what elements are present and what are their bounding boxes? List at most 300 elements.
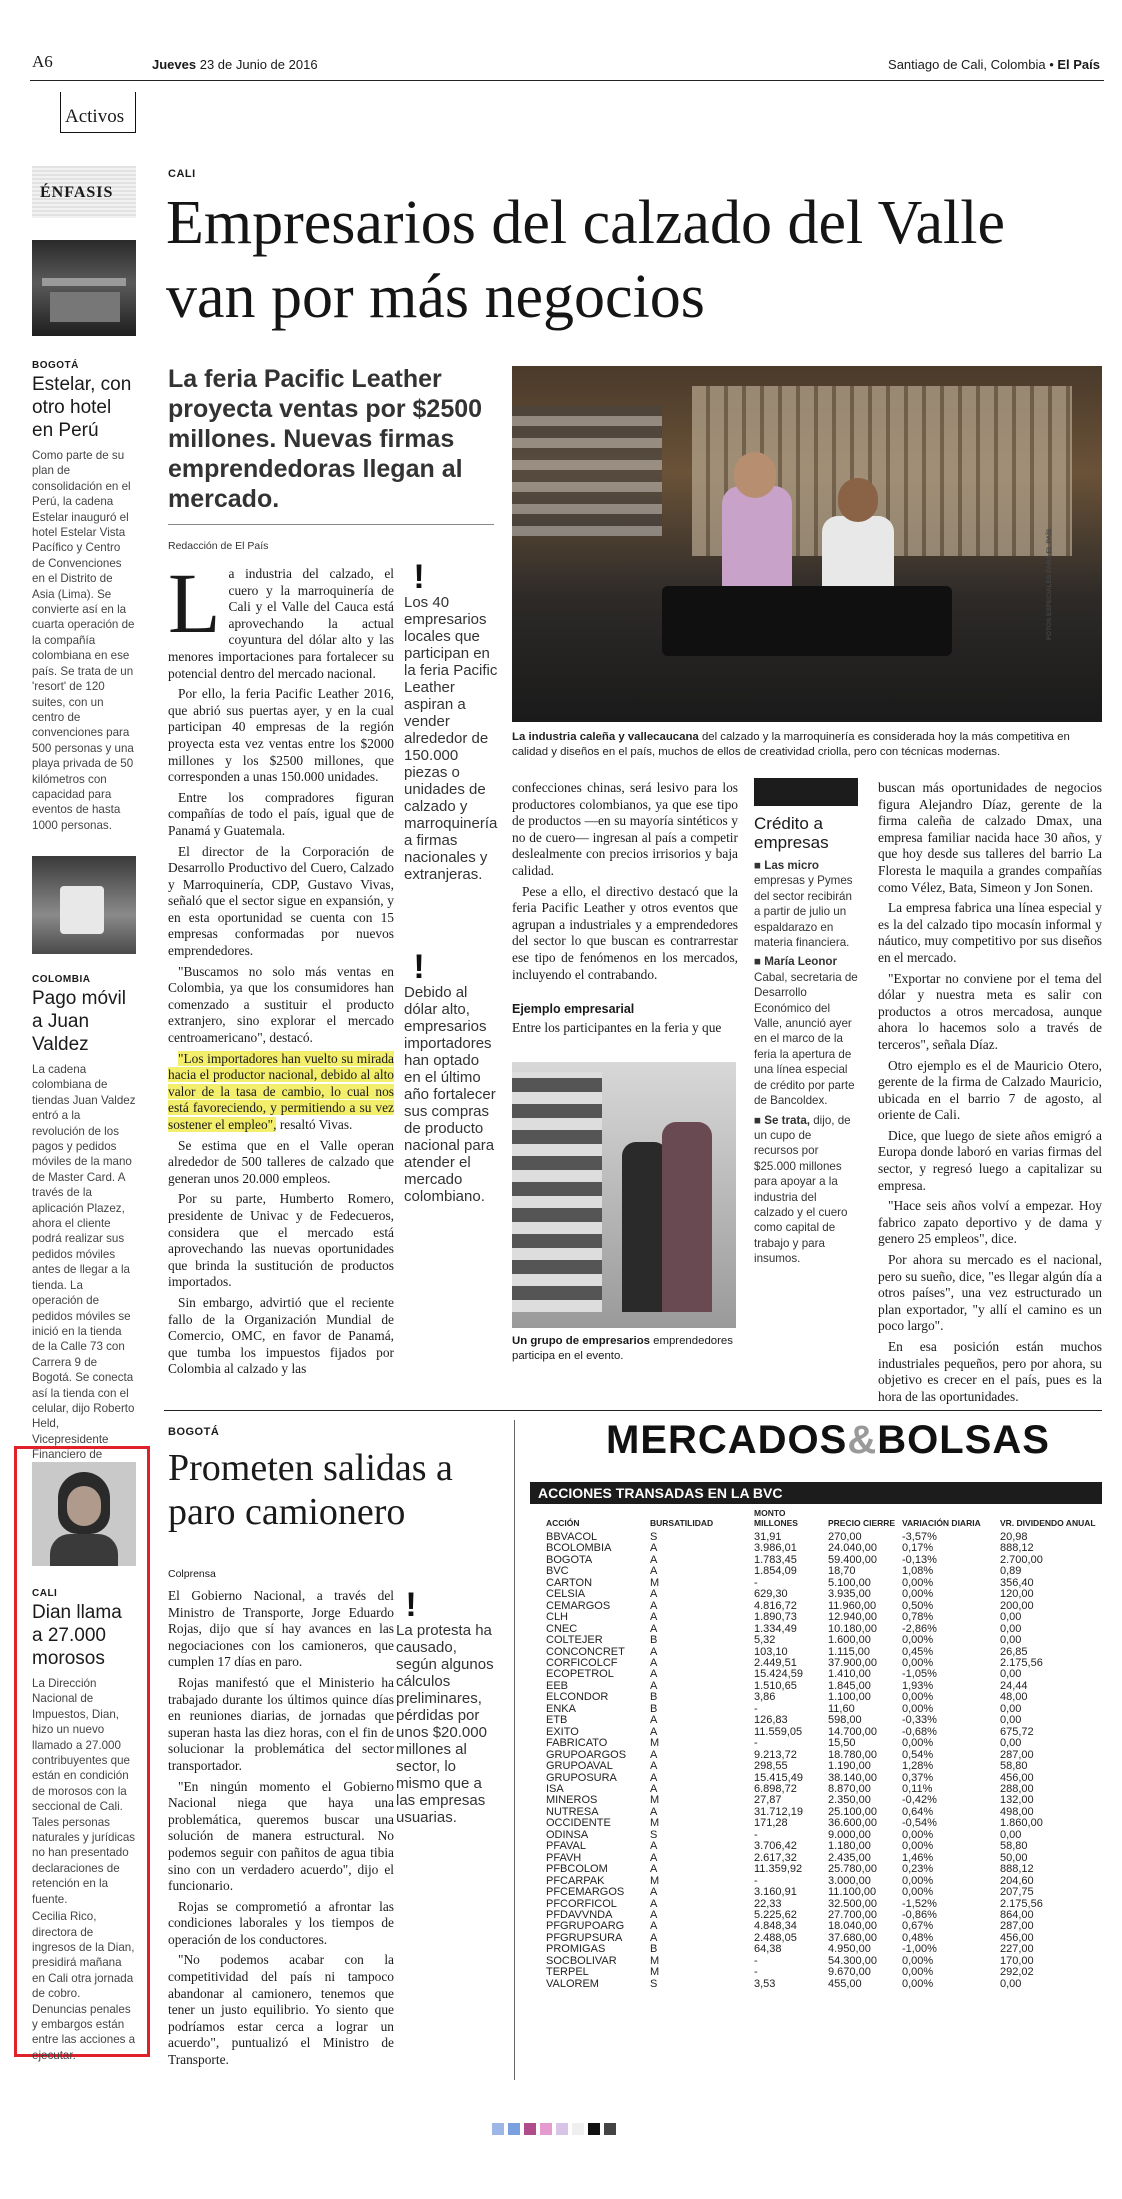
main-photo-caption-bold: La industria caleña y vallecaucana (512, 731, 699, 743)
table-cell: 4.848,34 (754, 1920, 797, 1933)
table-cell: A (650, 1897, 658, 1910)
table-cell: 1.115,00 (828, 1645, 871, 1658)
table-cell: 227,00 (1000, 1943, 1034, 1956)
table-row (546, 1887, 1102, 1898)
table-cell: 0,00% (902, 1840, 934, 1853)
table-cell: 888,12 (1000, 1542, 1034, 1555)
table-cell: 170,00 (1000, 1954, 1034, 1967)
table-cell: -1,05% (902, 1668, 937, 1681)
table-cell: 288,00 (1000, 1782, 1034, 1795)
table-cell: 126,83 (754, 1714, 788, 1727)
color-swatch (604, 2123, 616, 2135)
ejemplo-title: Ejemplo empresarial (512, 1002, 635, 1016)
table-cell: 18.780,00 (828, 1748, 877, 1761)
story-divider (164, 1410, 1102, 1411)
markets-header-accion: ACCIÓN (546, 1518, 580, 1528)
table-cell: PFBCOLOM (546, 1863, 608, 1876)
credito-item-2-bold: María Leonor (764, 955, 838, 969)
table-cell: 36.600,00 (828, 1817, 877, 1830)
table-cell: EEB (546, 1679, 569, 1692)
exclamation-icon: ! (405, 1586, 417, 1624)
table-cell: 0,37% (902, 1771, 934, 1784)
table-cell: A (650, 1840, 658, 1853)
section-tab (60, 92, 136, 133)
table-cell: 456,00 (1000, 1771, 1034, 1784)
table-cell: 0,00% (902, 1702, 934, 1715)
table-cell: 0,45% (902, 1645, 934, 1658)
sidebar-story2-title: Pago móvil a Juan Valdez (32, 988, 126, 1055)
table-cell: BCOLOMBIA (546, 1542, 612, 1555)
table-cell: A (650, 1931, 658, 1944)
table-cell: 58,80 (1000, 1760, 1028, 1773)
table-cell: 22,33 (754, 1897, 782, 1910)
table-cell: 0,00 (1000, 1828, 1022, 1841)
table-cell: -0,54% (902, 1817, 937, 1830)
table-cell: 59.400,00 (828, 1553, 877, 1566)
table-row (546, 1864, 1102, 1875)
table-cell: A (650, 1553, 658, 1566)
table-row (546, 1589, 1102, 1600)
second-p4: "No podemos acabar con la competitividad del país ni tampoco abandonar al camionero, tenemos que tener un justo equilibrio. Yo siento que podríamos estar cerca a lograr un acuerdo", puntualizó el Ministro de Transporte. (168, 1952, 394, 2068)
main-column-5 (878, 780, 1102, 1409)
markets-title-right: BOLSAS (877, 1418, 1050, 1462)
table-cell: A (650, 1851, 658, 1864)
table-cell: 5.100,00 (828, 1576, 871, 1589)
table-cell: ECOPETROL (546, 1668, 614, 1681)
table-cell: 864,00 (1000, 1908, 1034, 1921)
table-cell: SOCBOLIVAR (546, 1954, 617, 1967)
table-cell: 675,72 (1000, 1725, 1034, 1738)
table-cell: ENKA (546, 1702, 576, 1715)
table-cell: 48,00 (1000, 1691, 1028, 1704)
markets-table-title-text: ACCIONES TRANSADAS EN LA BVC (538, 1485, 783, 1501)
table-cell: B (650, 1691, 658, 1704)
table-cell: 4.950,00 (828, 1943, 871, 1956)
table-cell: 1.854,09 (754, 1565, 797, 1578)
table-cell: 38.140,00 (828, 1771, 877, 1784)
table-cell: A (650, 1771, 658, 1784)
table-cell: EXITO (546, 1725, 579, 1738)
sidebar-label-box (32, 166, 136, 218)
table-cell: 204,60 (1000, 1874, 1034, 1887)
table-cell: 4.816,72 (754, 1599, 797, 1612)
table-cell: 11.559,05 (754, 1725, 803, 1738)
table-cell: 3,53 (754, 1977, 776, 1990)
table-cell: 1.334,49 (754, 1622, 797, 1635)
main-byline: Redacción de El País (168, 540, 269, 552)
sidebar-story1-body: Como parte de su plan de consolidación en el Perú, la cadena Estelar inauguró el hotel Estelar Vista Pacífico y Centro de Convenciones en el Distrito de Asia (Lima). Se convierte así en la cuarta operación de la compañía colombiana en ese país. Se trata de un 'resort' de 120 suites, con un centro de convenciones para 500 personas y una playa privada de 50 kilómetros con capacidad para eventos de hasta 1000 personas. (32, 449, 135, 832)
table-cell: 0,00 (1000, 1702, 1022, 1715)
main-col5-p6: Por ahora su mercado es el nacional, pero su sueño, dice, "es llegar algún día a otros países", una vez estructurado un plan exportador, "y allí el camino es un poco largo". (878, 1252, 1102, 1334)
table-cell: - (754, 1702, 758, 1715)
table-cell: 0,78% (902, 1611, 934, 1624)
table-cell: 37.900,00 (828, 1656, 877, 1669)
table-cell: 455,00 (828, 1977, 862, 1990)
photo-empresarios-caption-bold: Un grupo de empresarios (512, 1335, 650, 1347)
table-cell: 287,00 (1000, 1748, 1034, 1761)
table-cell: 171,28 (754, 1817, 788, 1830)
table-cell: 15.415,49 (754, 1771, 803, 1784)
header-location: Santiago de Cali, Colombia • El País (888, 57, 1100, 72)
table-cell: -1,52% (902, 1897, 937, 1910)
main-col5-p0: buscan más oportunidades de negocios figura Alejandro Díaz, gerente de la firma caleña de calzado Dmax, una empresa familiar nacida hace 30 años, y que hoy desde sus talleres del barrio La Floresta le maquila a grandes compañías como Vélez, Bata, Simeon y Jon Sonen. (878, 780, 1102, 895)
table-cell: BVC (546, 1565, 569, 1578)
table-cell: - (754, 1828, 758, 1841)
table-cell: - (754, 1737, 758, 1750)
markets-header-dividendo: VR. DIVIDENDO ANUAL (1000, 1518, 1096, 1528)
table-cell: 25.100,00 (828, 1805, 877, 1818)
second-p0: El Gobierno Nacional, a través del Ministro de Transporte, Jorge Eduardo Rojas, dijo que sí hay avances en las negociaciones con los camioneros, que cumplen 17 días en paro. (168, 1588, 394, 1670)
table-cell: BBVACOL (546, 1531, 598, 1543)
main-photo-caption-text: del calzado y la marroquinería es considerada hoy la más competitiva en calidad y diseños en el país, muchos de ellos de creatividad criolla, pero con técnicas modernas. (512, 731, 1070, 758)
main-kicker: CALI (168, 168, 196, 180)
table-cell: 10.180,00 (828, 1622, 877, 1635)
table-cell: 0,00 (1000, 1634, 1022, 1647)
table-row (546, 1761, 1102, 1772)
table-cell: 0,89 (1000, 1565, 1022, 1578)
table-cell: 54.300,00 (828, 1954, 877, 1967)
table-cell: 1.510,65 (754, 1679, 797, 1692)
table-cell: 0,00% (902, 1691, 934, 1704)
table-cell: 64,38 (754, 1943, 782, 1956)
table-cell: 20,98 (1000, 1531, 1028, 1543)
second-p2: "En ningún momento el Gobierno Nacional niega que haya una problemática, queremos buscar una solución de manera estructural. No podemos seguir con pañitos de agua tibia sino con un verdadero acuerdo", dijo el funcionario. (168, 1778, 394, 1894)
table-cell: 11.100,00 (828, 1886, 877, 1899)
table-cell: A (650, 1805, 658, 1818)
table-cell: 1,28% (902, 1760, 934, 1773)
table-cell: -1,00% (902, 1943, 937, 1956)
table-cell: 8.870,00 (828, 1782, 871, 1795)
table-cell: ODINSA (546, 1828, 589, 1841)
table-cell: COLTEJER (546, 1634, 603, 1647)
credito-bar (754, 778, 858, 806)
pullquote-1-text: Los 40 empresarios locales que participan en la feria Pacific Leather aspiran a vender alrededor de 150.000 piezas o unidades de calzado y marroquinería a firmas nacionales y extranjeras. (404, 594, 498, 883)
vertical-divider (514, 1420, 515, 2080)
table-cell: A (650, 1599, 658, 1612)
table-cell: M (650, 1737, 660, 1750)
main-col1-p6: Por su parte, Humberto Romero, presidente de Univac y de Fedecueros, considera que el mercado está aprovechando las nuevas oportunidades que brinda la sustitución de productos importados. (168, 1191, 394, 1290)
table-cell: 11,60 (828, 1702, 855, 1715)
table-cell: 0,00% (902, 1966, 934, 1979)
credito-item-2-text: Cabal, secretaria de Desarrollo Económico del Valle, anunció ayer en el marco de la feria la apertura de una línea especial de crédito por parte de Bancoldex. (754, 970, 858, 1108)
table-cell: A (650, 1920, 658, 1933)
main-col5-p3: Otro ejemplo es el de Mauricio Otero, gerente de la firma de Calzado Mauricio, ubicada en el barrio 7 de agosto, al oriente de Cali. (878, 1057, 1102, 1123)
table-cell: A (650, 1588, 658, 1601)
photo-empresarios-caption (512, 1334, 738, 1364)
table-cell: 3.935,00 (828, 1588, 871, 1601)
table-cell: 25.780,00 (828, 1863, 877, 1876)
table-cell: 0,00% (902, 1874, 934, 1887)
table-cell: PFDAVVNDA (546, 1908, 613, 1921)
table-cell: CNEC (546, 1622, 578, 1635)
table-cell: S (650, 1977, 658, 1990)
table-cell: 132,00 (1000, 1794, 1034, 1807)
table-cell: A (650, 1542, 658, 1555)
table-cell: 0,00% (902, 1656, 934, 1669)
table-cell: A (650, 1760, 658, 1773)
table-cell: 2.488,05 (754, 1931, 797, 1944)
table-cell: 2.617,32 (754, 1851, 797, 1864)
main-column-3 (512, 780, 738, 987)
table-cell: 1.600,00 (828, 1634, 871, 1647)
table-cell: 18.040,00 (828, 1920, 877, 1933)
header-date (152, 57, 318, 72)
table-cell: 3,86 (754, 1691, 776, 1704)
header-date-day: Jueves (152, 57, 197, 72)
table-cell: 456,00 (1000, 1931, 1034, 1944)
table-cell: ETB (546, 1714, 568, 1727)
main-col5-p7: En esa posición están muchos industriales pequeños, pero por ahora, su objetivo es crecer en el país, pues es la hora de las oportunidades. (878, 1339, 1102, 1404)
table-cell: A (650, 1622, 658, 1635)
main-col1-p4: "Buscamos no solo más ventas en Colombia, ya que los consumidores han comenzado a sustituir el producto extranjero, sino explorar el mercado centroamericano", destacó. (168, 963, 394, 1046)
table-cell: NUTRESA (546, 1805, 599, 1818)
credito-item-1: ■ Las micro empresas y Pymes del sector recibirán a partir de julio un espaldarazo en materia financiera. (754, 859, 853, 950)
main-col5-p1: La empresa fabrica una línea especial y es la del calzado tipo mocasín informal y náutico, muy competitivo por sus diseños en el mercado. (878, 900, 1102, 965)
table-cell: 31,91 (754, 1531, 782, 1543)
main-photo-feria (512, 366, 1102, 722)
markets-table (546, 1508, 1102, 1990)
table-cell: 270,00 (828, 1531, 862, 1543)
deck-rule (168, 524, 494, 525)
table-cell: GRUPOARGOS (546, 1748, 627, 1761)
table-row (546, 1635, 1102, 1646)
table-cell: 9.000,00 (828, 1828, 871, 1841)
color-swatch (556, 2123, 568, 2135)
table-cell: PROMIGAS (546, 1943, 606, 1956)
table-cell: PFGRUPSURA (546, 1931, 623, 1944)
pullquote-2 (404, 950, 498, 1205)
color-swatch (508, 2123, 520, 2135)
table-cell: 9.213,72 (754, 1748, 797, 1761)
table-cell: 9.670,00 (828, 1966, 871, 1979)
table-cell: 27,87 (754, 1794, 782, 1807)
credito-item-1-bold: Las micro (764, 859, 820, 872)
table-cell: -0,42% (902, 1794, 937, 1807)
table-cell: 0,17% (902, 1542, 934, 1555)
main-quote-tail: resaltó Vivas. (276, 1117, 353, 1132)
table-cell: A (650, 1782, 658, 1795)
table-cell: GRUPOSURA (546, 1771, 617, 1784)
table-cell: M (650, 1794, 660, 1807)
table-cell: 120,00 (1000, 1588, 1034, 1601)
table-cell: B (650, 1702, 658, 1715)
table-cell: TERPEL (546, 1966, 589, 1979)
table-cell: 2.435,00 (828, 1851, 871, 1864)
table-cell: 0,00% (902, 1576, 934, 1589)
table-cell: CONCONCRET (546, 1645, 625, 1658)
table-cell: 12.940,00 (828, 1611, 877, 1624)
main-highlighted-quote: "Los importadores han vuelto su mirada hacia el productor nacional, debido al alto valor de la tasa de cambio, lo cual nos está favoreciendo, y permitiendo a su vez sostener el empleo", (168, 1050, 394, 1132)
table-row (546, 1715, 1102, 1726)
table-row (546, 1612, 1102, 1623)
sidebar-photo-hotel (32, 240, 136, 336)
table-cell: 3.986,01 (754, 1542, 797, 1555)
markets-table-header-row (546, 1508, 1102, 1532)
table-cell: 888,12 (1000, 1863, 1034, 1876)
table-cell: 11.960,00 (828, 1599, 877, 1612)
table-cell: PFAVAL (546, 1840, 586, 1853)
table-cell: -0,33% (902, 1714, 937, 1727)
table-cell: PFGRUPOARG (546, 1920, 625, 1933)
credito-item-3: ■ Se trata, dijo, de un cupo de recursos por $25.000 millones para apoyar a la industria del calzado y el cuero como capital de trabajo y para insumos. (754, 1113, 851, 1266)
table-cell: 287,00 (1000, 1920, 1034, 1933)
markets-table-body (546, 1532, 1102, 1990)
sidebar-story3-body1: La Dirección Nacional de Impuestos, Dian, hizo un nuevo llamado a 27.000 contribuyentes que están en condición de morosos con la seccional de Cali. Tales personas naturales y jurídicas no han presentado declaraciones de retención en la fuente. (32, 1677, 136, 1906)
table-cell: 0,00 (1000, 1668, 1022, 1681)
table-cell: 27.700,00 (828, 1908, 877, 1921)
exclamation-icon: ! (413, 558, 425, 596)
table-cell: 0,00% (902, 1977, 934, 1990)
table-cell: 11.359,92 (754, 1863, 803, 1876)
credito-box (754, 778, 858, 1267)
table-cell: 1.783,45 (754, 1553, 797, 1566)
credito-title: Crédito a empresas (754, 814, 829, 852)
markets-title (606, 1418, 1050, 1463)
table-cell: 1.410,00 (828, 1668, 871, 1681)
table-cell: 498,00 (1000, 1805, 1034, 1818)
table-cell: 1,08% (902, 1565, 934, 1578)
main-photo-credit: FOTOS ESPECIALES PARA EL PAÍS (1046, 528, 1053, 640)
table-cell: 3.160,91 (754, 1886, 797, 1899)
table-cell: 1,93% (902, 1679, 934, 1692)
table-cell: A (650, 1908, 658, 1921)
table-cell: 292,02 (1000, 1966, 1034, 1979)
header-city: Santiago de Cali, Colombia (888, 57, 1046, 72)
main-col1-p5: Se estima que en el Valle operan alrededor de 500 talleres de calzado que generan unos 20.000 empleos. (168, 1137, 394, 1186)
sidebar-story3-title: Dian llama a 27.000 morosos (32, 1602, 122, 1669)
table-cell: 200,00 (1000, 1599, 1034, 1612)
table-cell: PFAVH (546, 1851, 582, 1864)
photo-empresarios (512, 1062, 736, 1328)
main-col1-quote (168, 1051, 394, 1134)
table-cell: B (650, 1634, 658, 1647)
main-headline: Empresarios del calzado del Valle van por más negocios (166, 189, 1005, 331)
table-cell: A (650, 1611, 658, 1624)
table-cell: MINEROS (546, 1794, 598, 1807)
table-cell: 18,70 (828, 1565, 856, 1578)
header-rule (30, 80, 1104, 81)
section-label: Activos (65, 106, 125, 127)
table-cell: A (650, 1645, 658, 1658)
table-cell: BOGOTA (546, 1553, 593, 1566)
table-cell: M (650, 1874, 660, 1887)
table-cell: 0,50% (902, 1599, 934, 1612)
sidebar-story3-tag: CALI (32, 1588, 58, 1599)
table-cell: 0,00% (902, 1737, 934, 1750)
table-cell: A (650, 1714, 658, 1727)
table-cell: 207,75 (1000, 1886, 1034, 1899)
table-cell: A (650, 1886, 658, 1899)
table-cell: M (650, 1954, 660, 1967)
table-cell: - (754, 1576, 758, 1589)
photo-empresarios-caption-text: emprendedores participa en el evento. (512, 1335, 733, 1362)
main-col5-p5: "Hace seis años volví a empezar. Hoy fabrico zapato deportivo y de dama y genero 25 empleos", dice. (878, 1198, 1102, 1247)
table-cell: -2,86% (902, 1622, 937, 1635)
table-cell: 0,00% (902, 1828, 934, 1841)
second-p3: Rojas se comprometió a afrontar las condiciones laborales y los tiempos de operación de los conductores. (168, 1898, 394, 1947)
table-cell: 0,54% (902, 1748, 934, 1761)
table-cell: 0,48% (902, 1931, 934, 1944)
main-col5-p2: "Exportar no conviene por el tema del dólar y nuestra meta es salir con productos a otros mercadosa, aunque ahora lo hacemos solo a través de terceros", señala Díaz. (878, 970, 1102, 1052)
table-cell: 1.180,00 (828, 1840, 871, 1853)
main-col3-p1: Pese a ello, el directivo destacó que la feria Pacific Leather y otros eventos que agrupan a industriales y a emprendedores del sector lo que buscan es contrarrestar ese tipo de fenómenos en los mercados, incluyendo el contrabando. (512, 883, 738, 982)
table-cell: 1.890,73 (754, 1611, 797, 1624)
table-cell: 0,00 (1000, 1977, 1022, 1990)
table-cell: A (650, 1725, 658, 1738)
header-brand: El País (1057, 57, 1100, 72)
table-cell: 2.350,00 (828, 1794, 871, 1807)
table-cell: -0,68% (902, 1725, 937, 1738)
table-cell: M (650, 1576, 660, 1589)
sidebar-photo-portrait (32, 1462, 136, 1566)
second-body (168, 1588, 394, 2073)
table-cell: 1.860,00 (1000, 1817, 1043, 1830)
second-p1: Rojas manifestó que el Ministerio ha trabajado durante los últimos quince días en reuniones diarias, de jornadas que superan hasta las diez horas, con el fin de solucionar la problemática del sector transportador. (168, 1674, 394, 1773)
table-cell: -0,13% (902, 1553, 937, 1566)
table-row (546, 1841, 1102, 1852)
table-cell: S (650, 1531, 658, 1543)
credito-item-3-bold: Se trata, (764, 1113, 810, 1127)
table-cell: ELCONDOR (546, 1691, 609, 1704)
sidebar-story2-body: La cadena colombiana de tiendas Juan Valdez entró a la revolución de los pagos y pedidos móviles de la mano de Master Card. A través de la aplicación Plazez, ahora el cliente podrá realizar sus pedidos móviles antes de llegar a la tienda. La operación de pedidos móviles se inició en la tienda de la Calle 73 con Carrera 9 de Bogotá. Se conecta así la tienda con el celular, dijo Roberto Held, Vicepresidente Financiero de (32, 1063, 136, 1462)
table-cell: 629,30 (754, 1588, 788, 1601)
table-cell: 0,64% (902, 1805, 934, 1818)
table-cell: OCCIDENTE (546, 1817, 611, 1830)
table-cell: CELSIA (546, 1588, 586, 1601)
page-number: A6 (32, 52, 53, 71)
header-date-rest: 23 de Junio de 2016 (199, 57, 318, 72)
sidebar-label: ÉNFASIS (40, 184, 114, 201)
color-bar (492, 2123, 616, 2135)
table-cell: A (650, 1668, 658, 1681)
table-cell: 26,85 (1000, 1645, 1028, 1658)
table-cell: CORFICOLCF (546, 1656, 618, 1669)
second-headline: Prometen salidas a paro camionero (168, 1447, 453, 1533)
main-col3-p0: confecciones chinas, será lesivo para los productores colombianos, ya que ese tipo de productos —en su mayoría sintéticos y no de cuero— ingresan al país a competir deslealmente con precios irrisorios y baja calidad. (512, 780, 738, 878)
table-cell: -0,86% (902, 1908, 937, 1921)
table-cell: 5,32 (754, 1634, 776, 1647)
table-row (546, 1979, 1102, 1990)
table-cell: B (650, 1943, 658, 1956)
table-cell: 1.845,00 (828, 1679, 871, 1692)
table-cell: 15,50 (828, 1737, 856, 1750)
markets-header-bursatilidad: BURSATILIDAD (650, 1518, 714, 1528)
table-cell: A (650, 1863, 658, 1876)
table-cell: 2.175,56 (1000, 1897, 1043, 1910)
table-cell: 15.424,59 (754, 1668, 803, 1681)
table-cell: 37.680,00 (828, 1931, 877, 1944)
table-cell: 2.449,51 (754, 1656, 797, 1669)
table-cell: 298,55 (754, 1760, 788, 1773)
color-swatch (540, 2123, 552, 2135)
markets-title-left: MERCADOS (606, 1418, 848, 1462)
credito-item-3-text: dijo, de un cupo de recursos por $25.000 millones para apoyar a la industria del calzado y el cuero como capital de trabajo y para insumos. (754, 1113, 851, 1266)
color-swatch (492, 2123, 504, 2135)
table-cell: 3.000,00 (828, 1874, 871, 1887)
table-cell: 0,00% (902, 1588, 934, 1601)
table-cell: 1.100,00 (828, 1691, 871, 1704)
table-cell: 0,23% (902, 1863, 934, 1876)
table-cell: PFCORFICOL (546, 1897, 617, 1910)
table-cell: 103,10 (754, 1645, 788, 1658)
markets-table-wrap (546, 1508, 1102, 1990)
second-pullquote-text: La protesta ha causado, según algunos cálculos preliminares, pérdidas por unos $20.000 millones al sector, lo mismo que a las empresas usuarias. (396, 1622, 494, 1826)
main-col1-p2: Entre los compradores figuran compañías de todo el país, igual que de Panamá y Guatemala. (168, 789, 394, 838)
sidebar-story2-tag: COLOMBIA (32, 974, 91, 985)
table-cell: FABRICATO (546, 1737, 608, 1750)
main-col1-p1: Por ello, la feria Pacific Leather 2016, que abrió sus puertas ayer, y en la cual participan 40 empresas de la región proyecta esta vez ventas entre los $2000 millones y los $2500 millones, que corresponden a unas 150.000 unidades. (168, 686, 394, 785)
markets-header-precio: PRECIO CIERRE (828, 1518, 896, 1528)
